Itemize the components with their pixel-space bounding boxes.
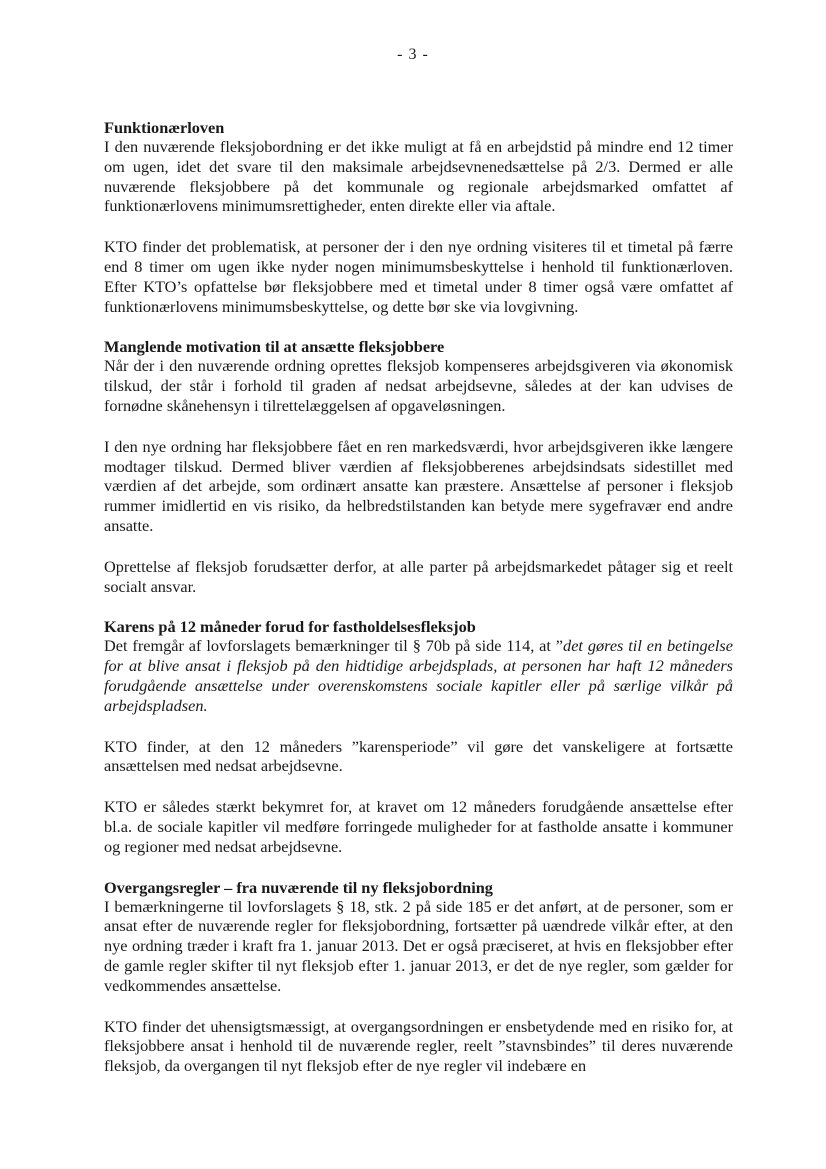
section-overgangsregler	[104, 878, 733, 1076]
section-funktionaerloven	[104, 118, 733, 316]
quote-text: det gøres til en betingelse for at blive ansat i fleksjob på den hidtidige arbejdsplads, at personen har haft 12 måneders forudgående ansættelse under overenskomstens sociale kapitler eller på særlige vilkår på arbejdspladsen.	[104, 636, 733, 715]
section-heading: Overgangsregler – fra nuværende til ny fleksjobordning	[104, 877, 493, 897]
page-number: - 3 -	[397, 46, 429, 63]
section-heading: Karens på 12 måneder forud for fastholdelsesfleksjob	[104, 617, 476, 637]
paragraph: I den nye ordning har fleksjobbere fået en ren markedsværdi, hvor arbejdsgiveren ikke længere modtager tilskud. Dermed bliver værdien af fleksjobberenes arbejdsindsats sidestillet med værdien af det arbejde, som ordinært ansatte kan præstere. Ansættelse af personer i fleksjob rummer imidlertid en vis risiko, da helbredstilstanden kan betyde mere sygefravær end andre ansatte.	[104, 436, 733, 535]
paragraph: Oprettelse af fleksjob forudsætter derfor, at alle parter på arbejdsmarkedet påtager sig et reelt socialt ansvar.	[104, 556, 733, 596]
paragraph: KTO finder det problematisk, at personer der i den nye ordning visiteres til et timetal på færre end 8 timer om ugen ikke nyder nogen minimumsbeskyttelse i henhold til funktionærloven. Efter KTO’s opfattelse bør fleksjobbere med et timetal under 8 timer også være omfattet af funktionærlovens minimumsbeskyttelse, og dette bør ske via lovgivning.	[104, 237, 733, 316]
paragraph: KTO finder det uhensigtsmæssigt, at overgangsordningen er ensbetydende med en risiko for, at fleksjobbere ansat i henhold til de nuværende regler, reelt ”stavnsbindes” til deres nuværende fleksjob, da overgangen til nyt fleksjob efter de nye regler vil indebære en	[104, 1016, 733, 1076]
section-heading: Funktionærloven	[104, 118, 225, 137]
paragraph: KTO er således stærkt bekymret for, at kravet om 12 måneders forudgående ansættelse efter bl.a. de sociale kapitler vil medføre forringede muligheder for at fastholde ansatte i kommuner og regioner med nedsat arbejdsevne.	[104, 797, 733, 856]
paragraph: Når der i den nuværende ordning oprettes fleksjob kompenseres arbejdsgiveren via økonomisk tilskud, der står i forhold til graden af nedsat arbejdsevne, således at der kan udvises de fornødne skånehensyn i tilrettelæggelsen af opgaveløsningen.	[104, 356, 733, 415]
section-heading: Manglende motivation til at ansætte fleksjobbere	[104, 337, 445, 357]
section-manglende-motivation	[104, 337, 733, 596]
paragraph: I den nuværende fleksjobordning er det ikke muligt at få en arbejdstid på mindre end 12 timer om ugen, idet det svare til den maksimale arbejdsevnenedsættelse på 2/3. Dermed er alle nuværende fleksjobbere på det kommunale og regionale arbejdsmarked omfattet af funktionærlovens minimumsrettigheder, enten direkte eller via aftale.	[104, 137, 733, 216]
paragraph-with-quote	[104, 636, 733, 715]
paragraph: KTO finder, at den 12 måneders ”karensperiode” vil gøre det vanskeligere at fortsætte ansættelsen med nedsat arbejdsevne.	[104, 736, 733, 776]
document-body	[104, 118, 733, 1097]
section-karens	[104, 617, 733, 856]
paragraph: I bemærkningerne til lovforslagets § 18, stk. 2 på side 185 er det anført, at de personer, som er ansat efter de nuværende regler for fleksjobordning, fortsætter på uændrede vilkår efter, at den nye ordning træder i kraft fra 1. januar 2013. Det er også præciseret, at hvis en fleksjobber efter de gamle regler skifter til nyt fleksjob efter 1. januar 2013, er det de nye regler, som gælder for vedkommendes ansættelse.	[104, 896, 733, 995]
quote-intro: Det fremgår af lovforslagets bemærkninger til § 70b på side 114, at ”	[104, 636, 564, 656]
